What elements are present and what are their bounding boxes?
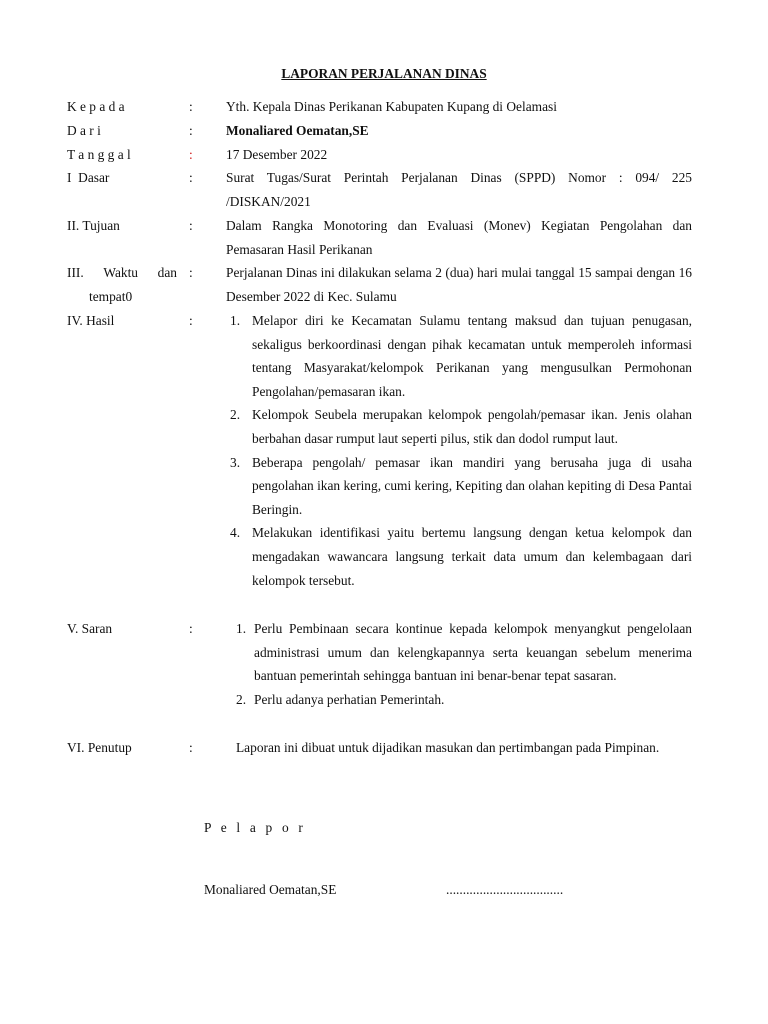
list-item-text: Beberapa pengolah/ pemasar ikan mandiri yang berusaha juga di usaha pengolahan ikan kering, cumi kering, Kepiting dan olahan kepiting di Desa Pantai Beringin. — [252, 454, 692, 517]
tujuan-colon: : — [189, 218, 193, 233]
list-item — [236, 617, 692, 688]
saran-list — [236, 617, 692, 711]
list-item-text: Melakukan identifikasi yaitu bertemu langsung dengan ketua kelompok dan mengadakan wawancara langsung terkait data umum dan kelembagaan dari kelompok tersebut. — [252, 525, 692, 588]
signature-name: Monaliared Oematan,SE — [204, 882, 337, 897]
waktu-label — [67, 261, 177, 308]
saran-colon: : — [189, 621, 193, 636]
signature-dotted-line: ................................... — [446, 882, 564, 897]
list-item-number: 2. — [236, 691, 247, 707]
tanggal-colon: : — [189, 147, 193, 162]
list-item-number: 4. — [230, 525, 241, 541]
list-item-number: 1. — [236, 621, 247, 636]
list-item — [236, 688, 692, 712]
dasar-value: Surat Tugas/Surat Perintah Perjalanan Dinas (SPPD) Nomor : 094/ 225 /DISKAN/2021 — [226, 170, 692, 209]
hasil-label: IV. Hasil — [67, 313, 115, 328]
saran-label: V. Saran — [67, 621, 113, 636]
waktu-label-line2: tempat0 — [89, 288, 133, 304]
dari-label: D a r i — [67, 123, 101, 138]
list-item — [230, 403, 692, 450]
penutup-colon: : — [189, 740, 193, 755]
dasar-colon: : — [189, 170, 193, 185]
list-item-text: Perlu Pembinaan secara kontinue kepada kelompok menyangkut pengelolaan administrasi umum dan kelengkapannya serta keuangan sebelum menerima bantuan pemerintah sehingga bantuan ini benar-benar tepat sasaran. — [254, 621, 692, 684]
signature-label: P e l a p o r — [204, 820, 307, 835]
list-item-number: 3. — [230, 454, 241, 470]
waktu-value: Perjalanan Dinas ini dilakukan selama 2 (dua) hari mulai tanggal 15 sampai dengan 16 Desember 2022 di Kec. Sulamu — [226, 265, 692, 304]
penutup-value: Laporan ini dibuat untuk dijadikan masukan dan pertimbangan pada Pimpinan. — [236, 740, 660, 755]
hasil-colon: : — [189, 313, 193, 328]
list-item-text: Perlu adanya perhatian Pemerintah. — [254, 691, 445, 707]
tujuan-label: II. Tujuan — [67, 218, 120, 233]
kepada-colon: : — [189, 99, 193, 114]
waktu-label-part2: Waktu — [103, 265, 138, 280]
kepada-label: K e p a d a — [67, 99, 125, 114]
penutup-label: VI. Penutup — [67, 740, 132, 755]
waktu-label-part1: III. — [67, 265, 84, 280]
document-title: LAPORAN PERJALANAN DINAS — [281, 66, 487, 81]
tanggal-value: 17 Desember 2022 — [226, 147, 328, 162]
list-item-number: 2. — [230, 407, 241, 423]
dari-value: Monaliared Oematan,SE — [226, 123, 369, 138]
waktu-colon: : — [189, 265, 193, 280]
hasil-list — [230, 309, 692, 592]
list-item-number: 1. — [230, 313, 241, 328]
list-item-text: Kelompok Seubela merupakan kelompok pengolah/pemasar ikan. Jenis olahan berbahan dasar rumput laut seperti pilus, stik dan dodol rumput laut. — [252, 407, 692, 446]
dari-colon: : — [189, 123, 193, 138]
dasar-label: I Dasar — [67, 170, 110, 185]
tujuan-value: Dalam Rangka Monotoring dan Evaluasi (Monev) Kegiatan Pengolahan dan Pemasaran Hasil Perikanan — [226, 218, 692, 257]
kepada-value: Yth. Kepala Dinas Perikanan Kabupaten Kupang di Oelamasi — [226, 99, 557, 114]
list-item — [230, 521, 692, 592]
tanggal-label: T a n g g a l — [67, 147, 131, 162]
list-item — [230, 309, 692, 403]
list-item-text: Melapor diri ke Kecamatan Sulamu tentang maksud dan tujuan penugasan, sekaligus berkoordinasi dengan pihak kecamatan untuk memperoleh informasi tentang Masyarakat/kelompok Perikanan yang mengusulkan Permohonan Pengolahan/pemasaran ikan. — [252, 313, 692, 399]
list-item — [230, 451, 692, 522]
waktu-label-part3: dan — [157, 265, 177, 280]
